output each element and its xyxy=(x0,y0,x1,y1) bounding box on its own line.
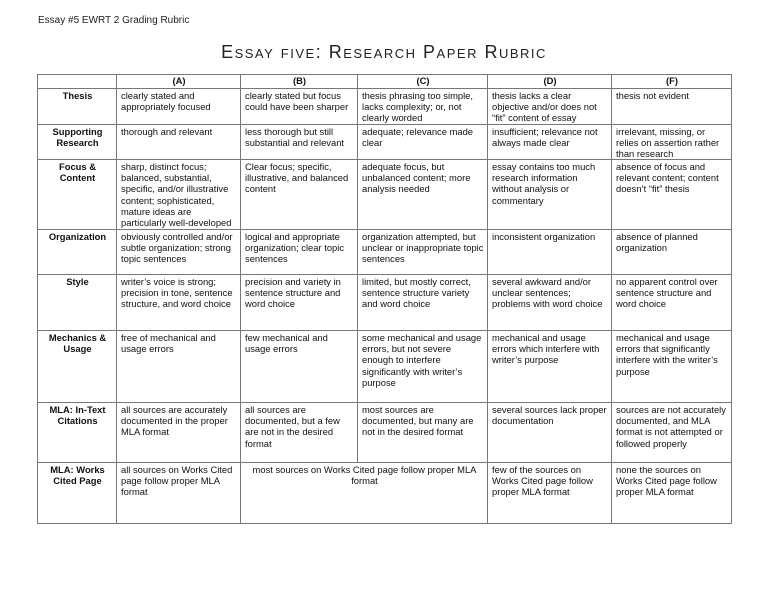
cell-d: few of the sources on Works Cited page follow proper MLA format xyxy=(488,463,612,524)
criterion-mla-in-text-citations: MLA: In-Text Citations xyxy=(38,403,117,463)
cell-a: writer’s voice is strong; precision in tone, sentence structure, and word choice xyxy=(117,275,241,331)
cell-a: obviously controlled and/or subtle organization; strong topic sentences xyxy=(117,230,241,275)
cell-c: some mechanical and usage errors, but not severe enough to interfere significantly with writer’s purpose xyxy=(358,331,488,403)
header-row xyxy=(38,75,732,89)
cell-d: inconsistent organization xyxy=(488,230,612,275)
cell-c: thesis phrasing too simple, lacks complexity; or, not clearly worded xyxy=(358,89,488,125)
cell-f: mechanical and usage errors that significantly interfere with the writer’s purpose xyxy=(612,331,732,403)
cell-c: adequate focus, but unbalanced content; more analysis needed xyxy=(358,160,488,230)
cell-b: few mechanical and usage errors xyxy=(241,331,358,403)
column-header-f: (F) xyxy=(612,75,732,89)
column-header-c: (C) xyxy=(358,75,488,89)
cell-b: Clear focus; specific, illustrative, and balanced content xyxy=(241,160,358,230)
criterion-supporting-research: Supporting Research xyxy=(38,125,117,160)
cell-d: thesis lacks a clear objective and/or does not “fit” content of essay xyxy=(488,89,612,125)
cell-d: essay contains too much research information without analysis or commentary xyxy=(488,160,612,230)
cell-b: precision and variety in sentence structure and word choice xyxy=(241,275,358,331)
cell-f: none the sources on Works Cited page follow proper MLA format xyxy=(612,463,732,524)
table-row xyxy=(38,463,732,524)
criterion-style: Style xyxy=(38,275,117,331)
table-row xyxy=(38,89,732,125)
cell-b: logical and appropriate organization; clear topic sentences xyxy=(241,230,358,275)
cell-f: absence of focus and relevant content; content doesn’t “fit” thesis xyxy=(612,160,732,230)
cell-a: all sources are accurately documented in the proper MLA format xyxy=(117,403,241,463)
column-header-a: (A) xyxy=(117,75,241,89)
table-row xyxy=(38,403,732,463)
cell-c: organization attempted, but unclear or inappropriate topic sentences xyxy=(358,230,488,275)
cell-f: sources are not accurately documented, and MLA format is not attempted or followed properly xyxy=(612,403,732,463)
cell-d: several sources lack proper documentation xyxy=(488,403,612,463)
cell-b: less thorough but still substantial and relevant xyxy=(241,125,358,160)
criterion-focus-content: Focus & Content xyxy=(38,160,117,230)
cell-b: clearly stated but focus could have been sharper xyxy=(241,89,358,125)
document-label: Essay #5 EWRT 2 Grading Rubric xyxy=(38,15,190,26)
cell-a: all sources on Works Cited page follow proper MLA format xyxy=(117,463,241,524)
rubric-table xyxy=(37,74,732,524)
cell-a: thorough and relevant xyxy=(117,125,241,160)
cell-f: no apparent control over sentence structure and word choice xyxy=(612,275,732,331)
cell-d: mechanical and usage errors which interfere with writer’s purpose xyxy=(488,331,612,403)
cell-f: thesis not evident xyxy=(612,89,732,125)
column-header-b: (B) xyxy=(241,75,358,89)
criterion-mechanics-usage: Mechanics & Usage xyxy=(38,331,117,403)
table-row xyxy=(38,275,732,331)
cell-d: insufficient; relevance not always made clear xyxy=(488,125,612,160)
cell-c: limited, but mostly correct, sentence structure variety and word choice xyxy=(358,275,488,331)
cell-f: irrelevant, missing, or relies on assertion rather than research xyxy=(612,125,732,160)
table-row xyxy=(38,125,732,160)
cell-a: sharp, distinct focus; balanced, substantial, specific, and/or illustrative content; sophisticated, mature ideas are particularly well-developed xyxy=(117,160,241,230)
criterion-organization: Organization xyxy=(38,230,117,275)
column-header-d: (D) xyxy=(488,75,612,89)
cell-bc-merged: most sources on Works Cited page follow proper MLA format xyxy=(241,463,488,524)
criterion-mla-works-cited-page: MLA: Works Cited Page xyxy=(38,463,117,524)
cell-f: absence of planned organization xyxy=(612,230,732,275)
page-title: Essay five: Research Paper Rubric xyxy=(221,42,547,62)
cell-a: free of mechanical and usage errors xyxy=(117,331,241,403)
cell-d: several awkward and/or unclear sentences; problems with word choice xyxy=(488,275,612,331)
table-row xyxy=(38,160,732,230)
table-row xyxy=(38,230,732,275)
column-header xyxy=(38,75,117,89)
criterion-thesis: Thesis xyxy=(38,89,117,125)
cell-a: clearly stated and appropriately focused xyxy=(117,89,241,125)
cell-c: adequate; relevance made clear xyxy=(358,125,488,160)
table-row xyxy=(38,331,732,403)
cell-b: all sources are documented, but a few are not in the desired format xyxy=(241,403,358,463)
cell-c: most sources are documented, but many are not in the desired format xyxy=(358,403,488,463)
